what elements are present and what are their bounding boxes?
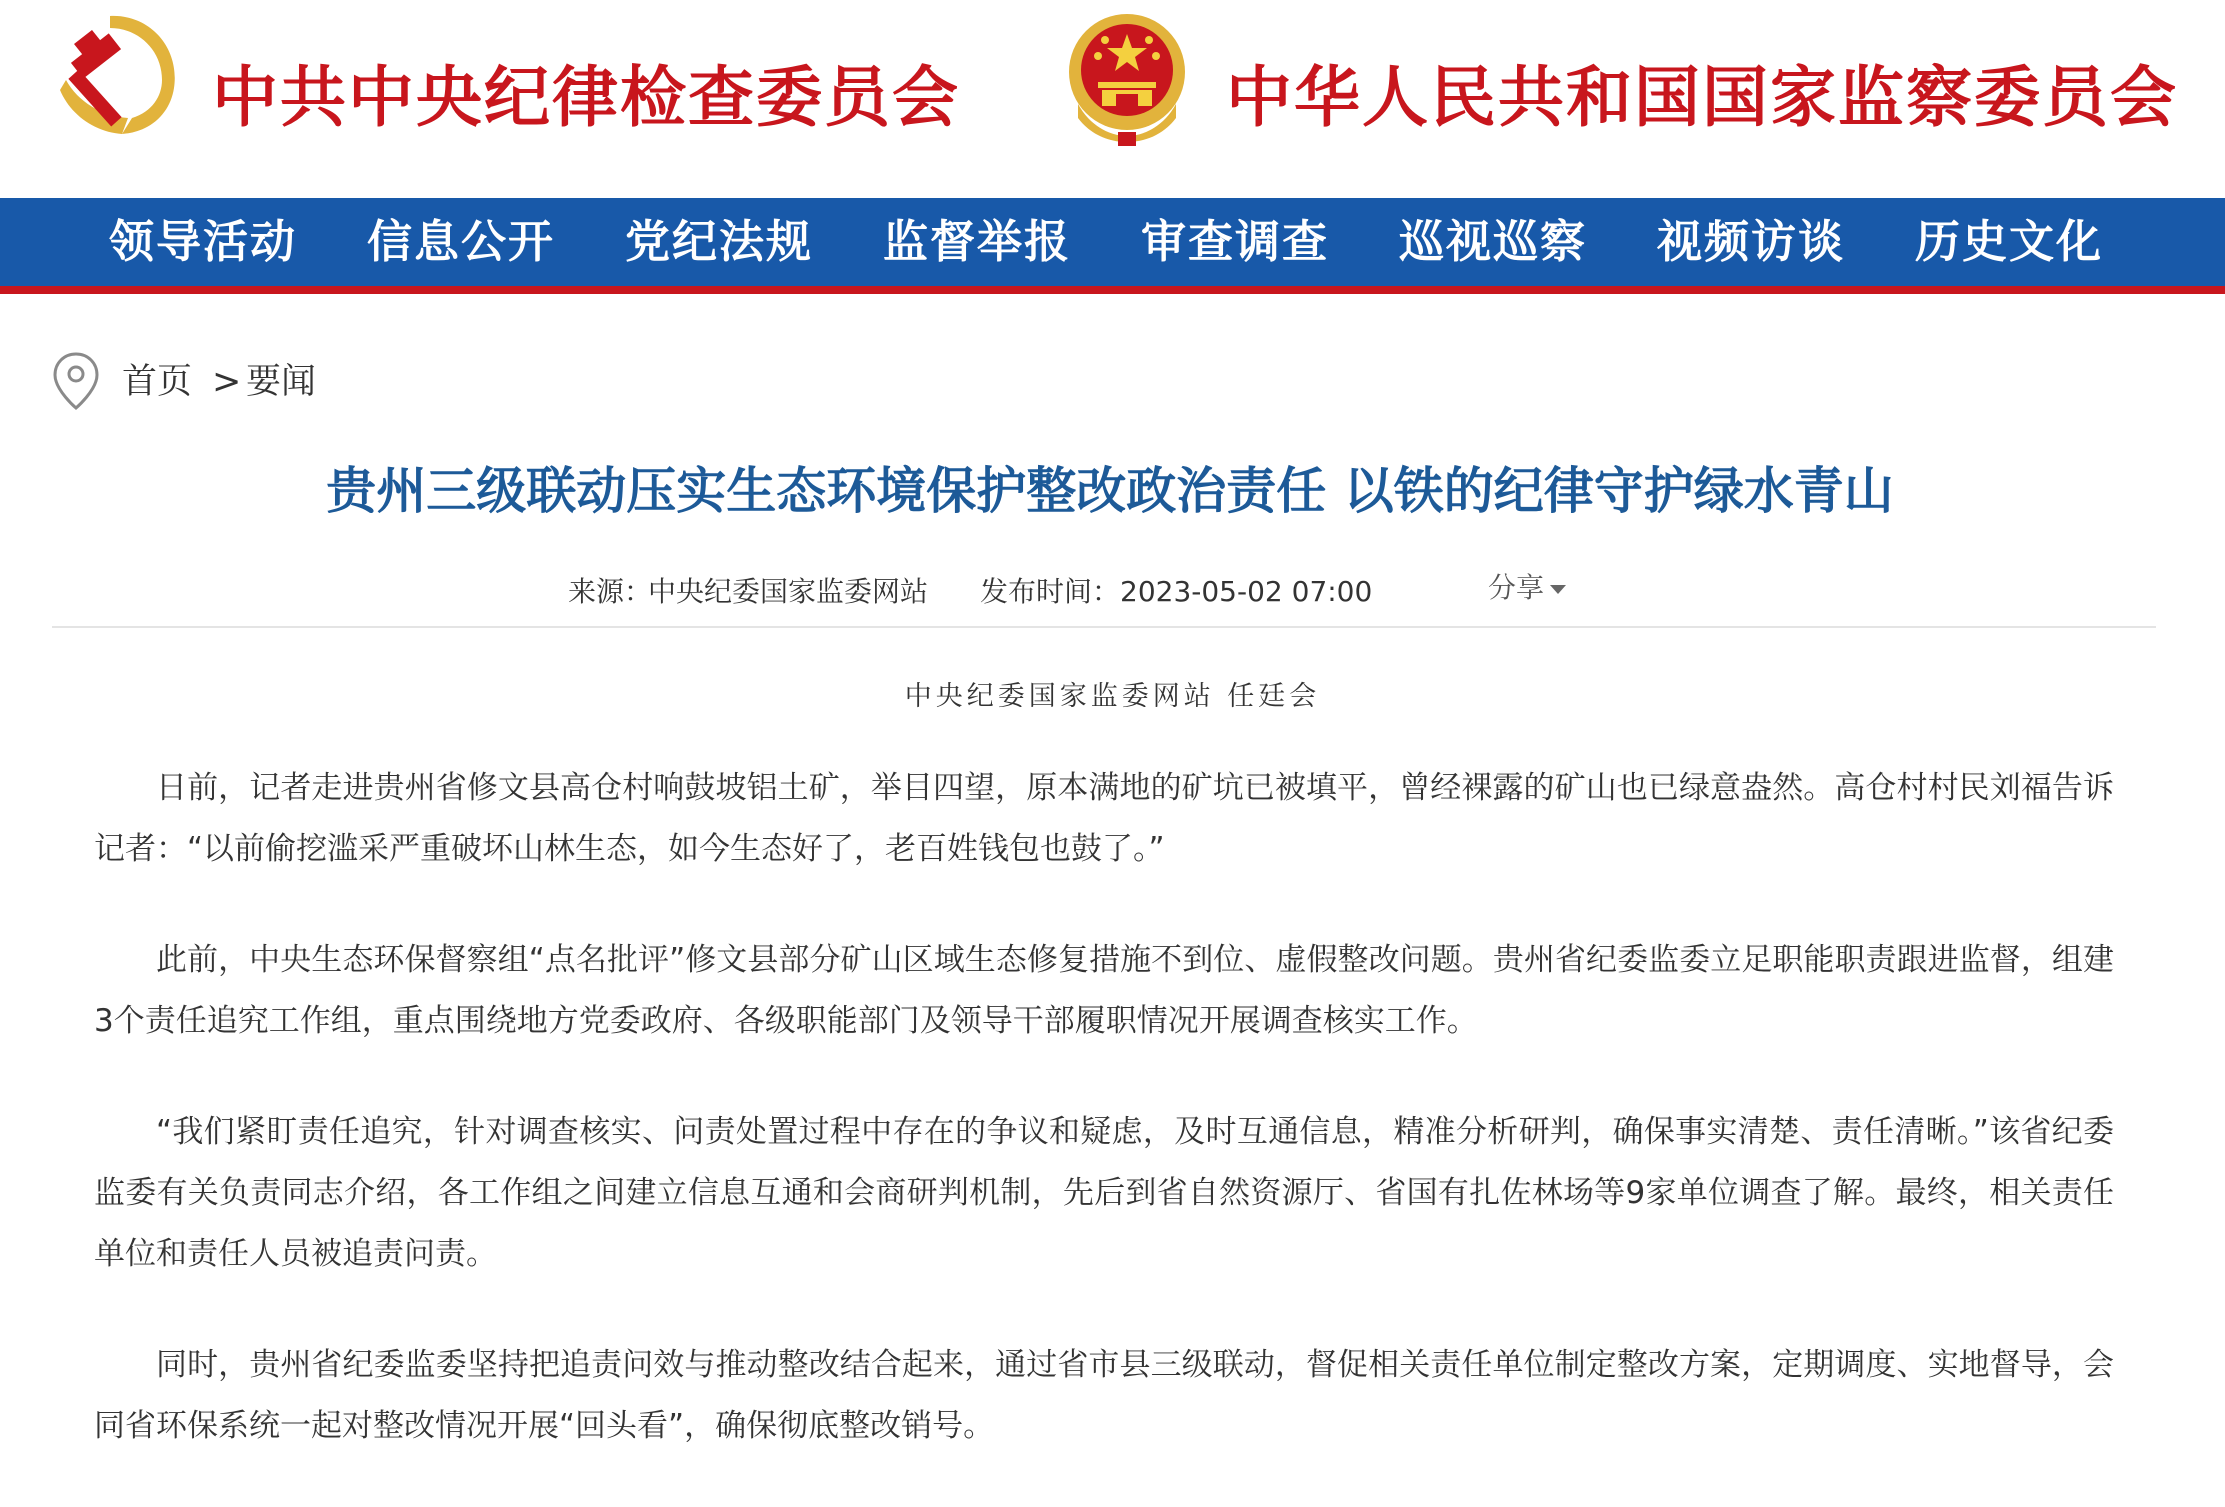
location-pin-icon [50, 350, 102, 412]
party-emblem-icon [58, 10, 184, 136]
share-button[interactable] [1488, 568, 1566, 608]
article-body [94, 758, 2114, 1507]
chevron-down-icon [1550, 585, 1566, 594]
article-title: 贵州三级联动压实生态环境保护整改政治责任 以铁的纪律守护绿水青山 [326, 462, 1894, 520]
nav-item-regulations[interactable]: 党纪法规 [624, 215, 813, 268]
national-emblem-icon [1060, 8, 1194, 148]
main-nav [0, 198, 2225, 294]
site-header [0, 0, 2225, 198]
breadcrumb [50, 350, 450, 412]
nav-item-video[interactable]: 视频访谈 [1656, 215, 1845, 268]
publish-time-value: 2023-05-02 07:00 [1120, 575, 1373, 608]
article-paragraph: 同时，贵州省纪委监委坚持把追责问效与推动整改结合起来，通过省市县三级联动，督促相关责任单位制定整改方案，定期调度、实地督导，会同省环保系统一起对整改情况开展“回头看”，确保彻底整改销号。 [94, 1347, 2114, 1444]
nav-item-disclosure[interactable]: 信息公开 [366, 215, 555, 268]
article-byline: 中央纪委国家监委网站 任廷会 [904, 681, 1321, 712]
nav-item-investigation[interactable]: 审查调查 [1140, 215, 1329, 268]
article-paragraph: 日前，记者走进贵州省修文县高仓村响鼓坡铝土矿，举目四望，原本满地的矿坑已被填平，曾经裸露的矿山也已绿意盎然。高仓村村民刘福告诉记者：“以前偷挖滥采严重破坏山林生态，如今生态好了，老百姓钱包也鼓了。” [94, 770, 2114, 867]
breadcrumb-current-link[interactable]: 要闻 [246, 362, 317, 402]
source-label: 来源： [568, 575, 653, 608]
source-value: 中央纪委国家监委网站 [648, 575, 929, 608]
nav-item-history[interactable]: 历史文化 [1914, 215, 2103, 268]
article-paragraph: “我们紧盯责任追究，针对调查核实、问责处置过程中存在的争议和疑虑，及时互通信息，精准分析研判，确保事实清楚、责任清晰。”该省纪委监委有关负责同志介绍，各工作组之间建立信息互通和会商研判机制，先后到省自然资源厅、省国有扎佐林场等9家单位调查了解。最终，相关责任单位和责任人员被追责问责。 [94, 1114, 2114, 1272]
breadcrumb-separator: > [212, 362, 242, 402]
divider [52, 626, 2156, 628]
article-paragraph: 此前，中央生态环保督察组“点名批评”修文县部分矿山区域生态修复措施不到位、虚假整改问题。贵州省纪委监委立足职能职责跟进监督，组建3个责任追究工作组，重点围绕地方党委政府、各级职能部门及领导干部履职情况开展调查核实工作。 [94, 942, 2114, 1039]
share-label: 分享 [1488, 571, 1545, 604]
publish-time-label: 发布时间： [980, 575, 1121, 608]
nav-item-supervision[interactable]: 监督举报 [882, 215, 1071, 268]
nav-item-inspection[interactable]: 巡视巡察 [1398, 215, 1587, 268]
breadcrumb-home-link[interactable]: 首页 [122, 362, 193, 402]
cpc-commission-title[interactable]: 中共中央纪律检查委员会 [212, 58, 960, 136]
nav-item-leadership[interactable]: 领导活动 [108, 215, 297, 268]
nsc-commission-title[interactable]: 中华人民共和国国家监察委员会 [1226, 58, 2178, 136]
